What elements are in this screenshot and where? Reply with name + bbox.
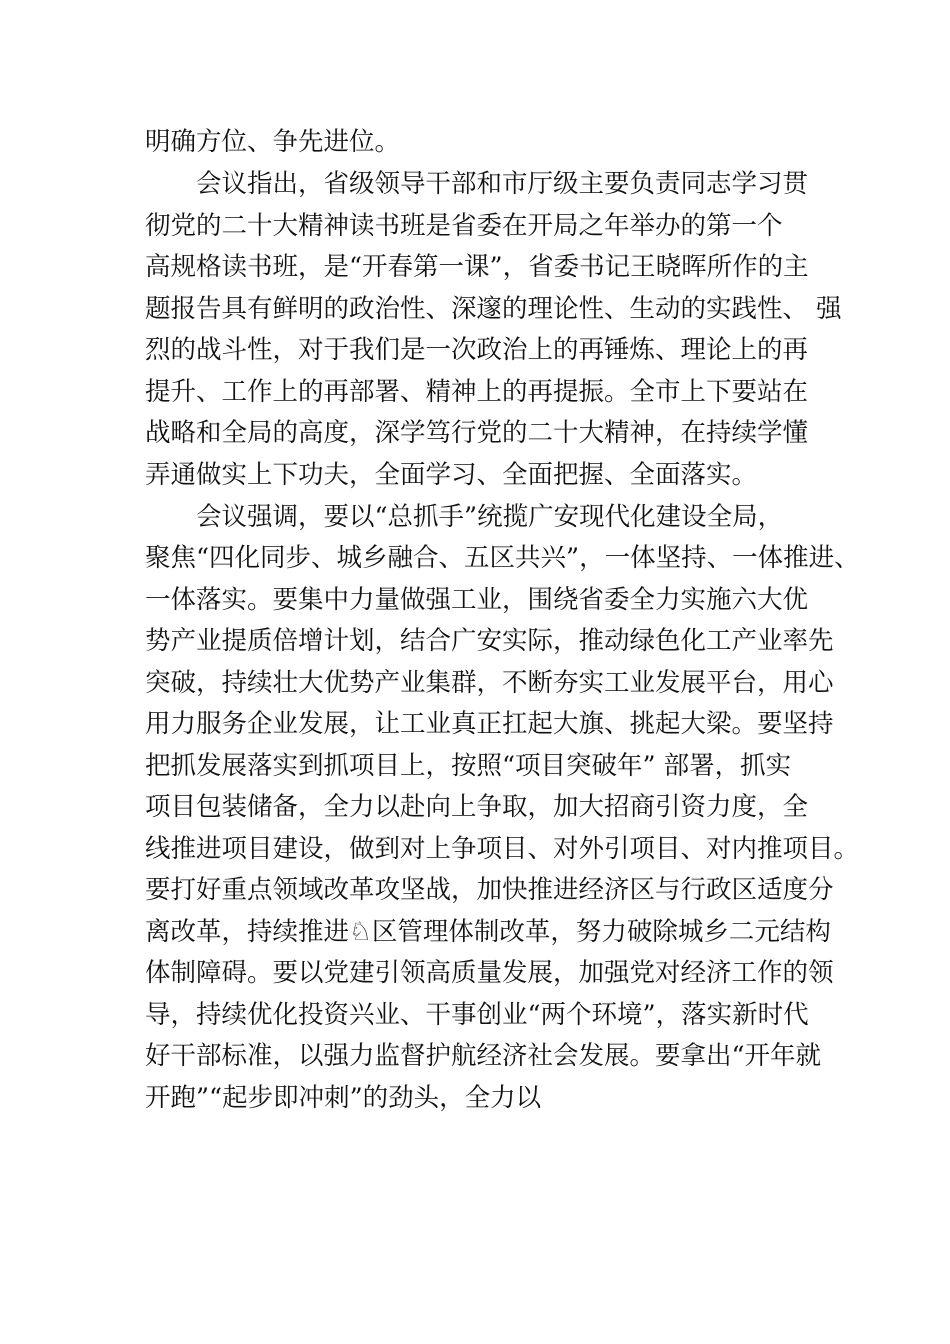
text-line-7: 提升、工作上的再部署、精神上的再提振。全市上下要站在 — [145, 377, 809, 407]
text-line-9: 弄通做实上下功夫，全面学习、全面把握、全面落实。 — [145, 460, 758, 490]
text-line-1: 明确方位、争先进位。 — [145, 127, 401, 157]
text-line-12: 一体落实。要集中力量做强工业，围绕省委全力实施六大优 — [145, 585, 809, 615]
text-line-17: 项目包装储备，全力以赴向上争取，加大招商引资力度，全 — [145, 792, 809, 822]
text-line-22: 导，持续优化投资兴业、干事创业“两个环境”，落实新时代 — [145, 1000, 809, 1030]
text-line-3: 彻党的二十大精神读书班是省委在开局之年举办的第一个 — [145, 211, 783, 241]
text-line-20: 离改革，持续推进♘区管理体制改革，努力破除城乡二元结构 — [145, 917, 831, 947]
text-line-19: 要打好重点领域改革攻坚战，加快推进经济区与行政区适度分 — [145, 875, 834, 905]
text-line-18: 线推进项目建设，做到对上争项目、对外引项目、对内推项目。 — [145, 834, 860, 864]
text-line-2: 会议指出，省级领导干部和市厅级主要负责同志学习贯 — [196, 169, 809, 199]
text-line-24: 开跑”“起步即冲刺”的劲头，全力以 — [145, 1083, 542, 1113]
text-line-4: 高规格读书班，是“开春第一课”，省委书记王晓晖所作的主 — [145, 252, 809, 282]
text-line-21: 体制障碍。要以党建引领高质量发展，加强党对经济工作的领 — [145, 958, 834, 988]
text-line-23: 好干部标准，以强力监督护航经济社会发展。要拿出“开年就 — [145, 1041, 822, 1071]
text-line-15: 用力服务企业发展，让工业真正扛起大旗、挑起大梁。要坚持 — [145, 709, 834, 739]
text-line-5: 题报告具有鲜明的政治性、深邃的理论性、生动的实践性、 强 — [145, 294, 842, 324]
text-line-6: 烈的战斗性，对于我们是一次政治上的再锤炼、理论上的再 — [145, 335, 809, 365]
text-line-10: 会议强调，要以“总抓手”统揽广安现代化建设全局， — [196, 502, 784, 532]
text-line-11: 聚焦“四化同步、城乡融合、五区共兴”，一体坚持、一体推进、 — [145, 543, 860, 573]
text-line-14: 突破，持续壮大优势产业集群，不断夯实工业发展平台，用心 — [145, 668, 834, 698]
text-line-16: 把抓发展落实到抓项目上，按照“项目突破年” 部署，抓实 — [145, 751, 792, 781]
text-line-13: 势产业提质倍增计划，结合广安实际，推动绿色化工产业率先 — [145, 626, 834, 656]
text-line-8: 战略和全局的高度，深学笃行党的二十大精神，在持续学懂 — [145, 418, 809, 448]
